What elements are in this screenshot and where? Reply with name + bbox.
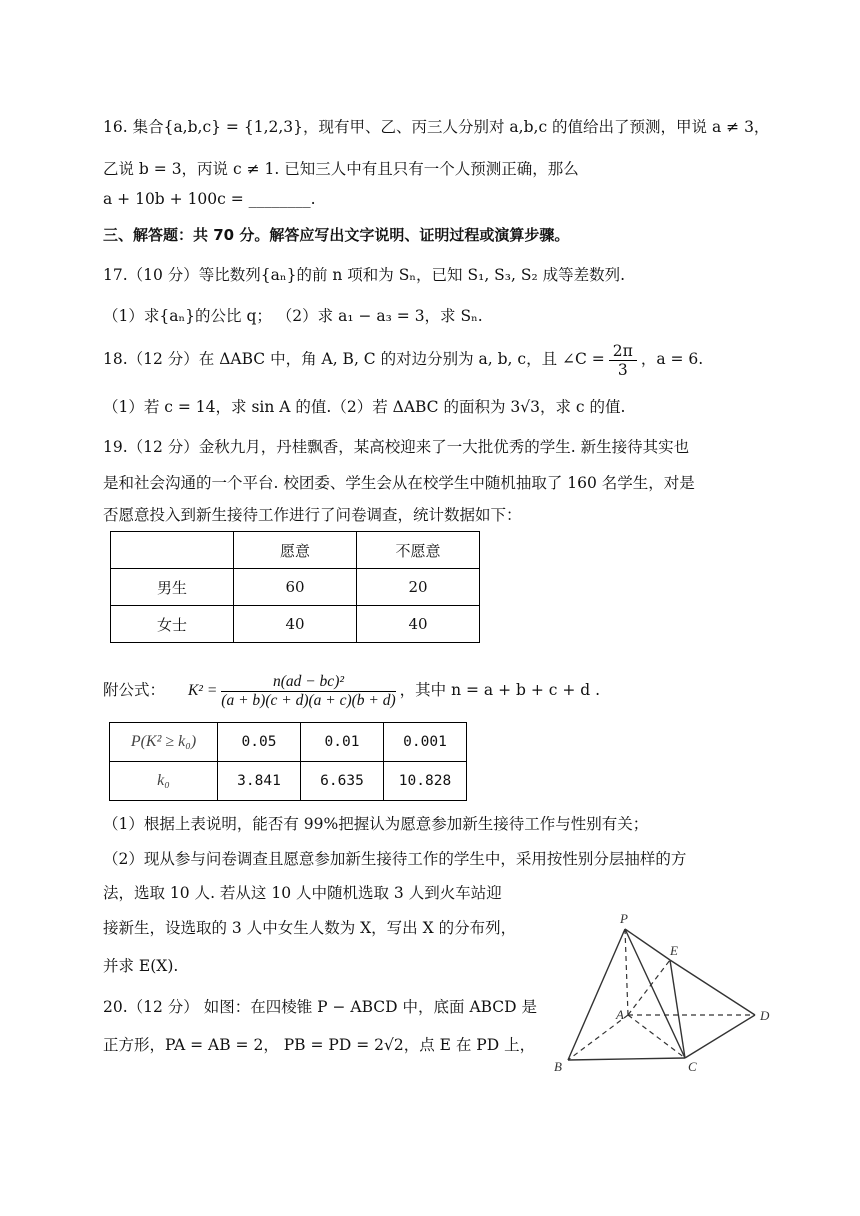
- formula-suffix: ，其中 n = a + b + c + d .: [399, 681, 601, 699]
- vertex-label-p: P: [620, 911, 628, 926]
- table-row: [111, 569, 480, 606]
- formula-lhs: K² =: [187, 682, 218, 699]
- formula-numerator: n(ad − bc)²: [221, 673, 395, 692]
- q18-angle-fraction: [609, 342, 637, 379]
- q17-line1: 17.（10 分）等比数列{aₙ}的前 n 项和为 Sₙ，已知 S₁, S₃, S₂ 成等差数列.: [103, 266, 626, 284]
- vertex-label-d: D: [760, 1008, 770, 1023]
- q19-part2-line3: 接新生，设选取的 3 人中女生人数为 X，写出 X 的分布列，: [103, 919, 517, 937]
- table-cell: 20: [357, 569, 480, 606]
- table-row: [110, 762, 467, 801]
- critical-value-table: [109, 722, 467, 801]
- q19-part1: （1）根据上表说明，能否有 99%把握认为愿意参加新生接待工作与性别有关；: [103, 815, 649, 833]
- vertex-label-b: B: [554, 1059, 562, 1074]
- q18-line1-tail: ，a = 6.: [640, 350, 704, 368]
- table-cell: 0.001: [384, 723, 467, 762]
- q16-line2: 乙说 b = 3，丙说 c ≠ 1. 已知三人中有且只有一个人预测正确，那么: [103, 160, 579, 178]
- q17-line2: （1）求{aₙ}的公比 q； （2）求 a₁ − a₃ = 3，求 Sₙ.: [103, 307, 483, 325]
- vertex-label-e: E: [670, 943, 678, 958]
- table-cell: 男生: [111, 569, 234, 606]
- q18-line1: [103, 338, 703, 380]
- q19-part2-line2: 法，选取 10 人. 若从这 10 人中随机选取 3 人到火车站迎: [103, 884, 502, 902]
- table-cell: P(K² ≥ k₀): [110, 723, 218, 762]
- table-cell: 40: [234, 606, 357, 643]
- q20-line2: 正方形，PA = AB = 2， PB = PD = 2√2，点 E 在 PD 上，: [103, 1036, 536, 1054]
- table-header-cell: 愿意: [234, 532, 357, 569]
- formula-line: [103, 668, 600, 713]
- table-cell: 0.01: [301, 723, 384, 762]
- q18-frac-den: 3: [617, 360, 628, 379]
- table-cell: 10.828: [384, 762, 467, 801]
- table-cell: 女士: [111, 606, 234, 643]
- q20-line1: 20.（12 分） 如图：在四棱锥 P − ABCD 中，底面 ABCD 是: [103, 998, 538, 1016]
- formula-prefix: 附公式：: [103, 681, 166, 699]
- survey-table: [110, 531, 480, 643]
- table-row: [110, 723, 467, 762]
- q18-frac-num: 2π: [609, 342, 637, 361]
- table-cell: 3.841: [218, 762, 301, 801]
- q19-line3: 否愿意投入到新生接待工作进行了问卷调查，统计数据如下：: [103, 506, 522, 524]
- formula-denominator: (a + b)(c + d)(a + c)(b + d): [221, 691, 396, 709]
- q16-line1: 16. 集合{a,b,c} = {1,2,3}，现有甲、乙、丙三人分别对 a,b,c 的值给出了预测，甲说 a ≠ 3，: [103, 118, 770, 136]
- table-header-cell: 不愿意: [357, 532, 480, 569]
- q16-line3: a + 10b + 100c = ________.: [103, 190, 316, 208]
- pyramid-figure: [540, 905, 780, 1085]
- q18-line2: （1）若 c = 14，求 sin A 的值.（2）若 ΔABC 的面积为 3√3，求 c 的值.: [103, 398, 626, 416]
- table-cell: 60: [234, 569, 357, 606]
- q18-line1-text: 18.（12 分）在 ΔABC 中，角 A, B, C 的对边分别为 a, b, c，且 ∠C =: [103, 350, 605, 368]
- q19-line2: 是和社会沟通的一个平台. 校团委、学生会从在校学生中随机抽取了 160 名学生，对是: [103, 474, 695, 492]
- formula-fraction: [221, 673, 395, 710]
- table-header-cell: [111, 532, 234, 569]
- q19-line1: 19.（12 分）金秋九月，丹桂飘香，某高校迎来了一大批优秀的学生. 新生接待其实也: [103, 438, 690, 456]
- vertex-label-c: C: [688, 1059, 697, 1074]
- table-cell: 40: [357, 606, 480, 643]
- vertex-label-a: A: [616, 1007, 624, 1022]
- table-cell: 0.05: [218, 723, 301, 762]
- table-cell: 6.635: [301, 762, 384, 801]
- table-row: [111, 532, 480, 569]
- q19-part2-line4: 并求 E(X).: [103, 957, 179, 975]
- q19-part2-line1: （2）现从参与问卷调查且愿意参加新生接待工作的学生中，采用按性别分层抽样的方: [103, 850, 687, 868]
- section-heading: 三、解答题：共 70 分。解答应写出文字说明、证明过程或演算步骤。: [103, 226, 570, 244]
- table-cell: k₀: [110, 762, 218, 801]
- table-row: [111, 606, 480, 643]
